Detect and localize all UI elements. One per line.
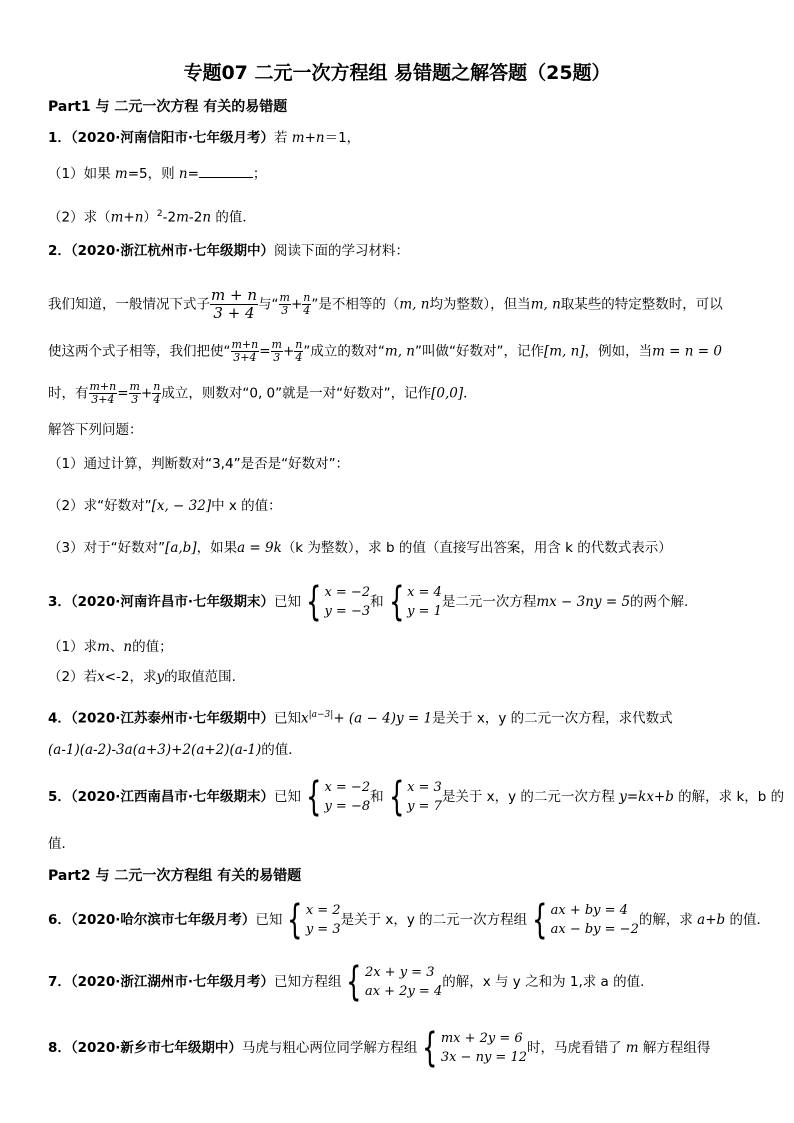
text: 已知 bbox=[273, 789, 301, 805]
math: + (a − 4)y = 1 bbox=[333, 710, 433, 727]
question-1-part-2 bbox=[48, 204, 256, 228]
equation: x = 2 bbox=[305, 903, 341, 918]
question-2-part-1 bbox=[48, 454, 349, 474]
text: -2 bbox=[162, 209, 177, 226]
numerator: m bbox=[271, 338, 282, 351]
equation: mx + 2y = 6 bbox=[440, 1031, 523, 1046]
answer-blank bbox=[199, 163, 253, 178]
equation: x = −2 bbox=[324, 780, 371, 795]
equation-system bbox=[384, 579, 442, 625]
math: m+n bbox=[291, 130, 325, 146]
text: 已知 bbox=[273, 710, 301, 727]
math: m bbox=[176, 209, 189, 226]
equation: 3x − ny = 12 bbox=[440, 1050, 527, 1065]
brace: { bbox=[422, 1025, 438, 1071]
math: = bbox=[117, 385, 129, 402]
text: ） bbox=[143, 209, 157, 226]
math: x bbox=[97, 669, 105, 685]
text: （2）求（ bbox=[48, 209, 111, 226]
text: 和 bbox=[370, 594, 384, 610]
equation: ax − by = −2 bbox=[550, 922, 639, 937]
numerator: n bbox=[303, 291, 311, 304]
text: （1）求 bbox=[48, 639, 98, 655]
text: （3）对于“好数对” bbox=[48, 540, 166, 556]
math: a+b bbox=[697, 912, 726, 928]
question-3 bbox=[48, 579, 689, 625]
text: 均为整数），但当 bbox=[429, 296, 531, 313]
denominator: 3+4 bbox=[91, 393, 115, 406]
question-3-part-1 bbox=[48, 637, 173, 657]
text: ”成立的数对“ bbox=[303, 343, 385, 360]
text: ． bbox=[463, 385, 477, 402]
math: m bbox=[625, 1040, 639, 1056]
denominator: 3 bbox=[131, 393, 139, 406]
text: ”就是一对“好数对”，记作 bbox=[275, 385, 432, 402]
question-2-part-3 bbox=[48, 538, 672, 558]
math: m, n bbox=[399, 296, 430, 313]
text: =5，则 bbox=[127, 166, 179, 182]
math: m bbox=[97, 639, 110, 655]
question-2-solve-heading: 解答下列问题： bbox=[48, 422, 143, 438]
text: ＝1， bbox=[324, 130, 361, 146]
math: + bbox=[290, 296, 303, 313]
question-5 bbox=[48, 774, 785, 820]
math: m = n = 0 bbox=[652, 343, 722, 360]
equation: x = −2 bbox=[324, 585, 371, 600]
fraction bbox=[302, 292, 311, 317]
math: (a-1)(a-2)-3a(a+3)+2(a+2)(a-1) bbox=[48, 742, 262, 758]
text: 3,4 bbox=[212, 456, 234, 472]
fraction bbox=[129, 381, 141, 406]
text: -2 bbox=[188, 209, 203, 226]
text: （1）通过计算，判断数对“ bbox=[48, 456, 213, 472]
fraction bbox=[210, 287, 258, 322]
text: 是关于 x，y 的二元一次方程 bbox=[441, 789, 620, 805]
brace: { bbox=[306, 579, 322, 625]
brace: { bbox=[306, 774, 322, 820]
text: ”叫做“好数对”，记作 bbox=[414, 343, 544, 360]
page-title: 专题07 二元一次方程组 易错题之解答题（25题） bbox=[183, 62, 611, 84]
text: 解方程组得 bbox=[638, 1040, 711, 1056]
question-2-line-3 bbox=[48, 381, 477, 406]
numerator: m + n bbox=[211, 286, 257, 304]
math: + bbox=[140, 385, 153, 402]
text: 已知 bbox=[273, 594, 301, 610]
text: 是关于 x，y 的二元一次方程组 bbox=[340, 912, 528, 928]
question-6 bbox=[48, 897, 770, 943]
numerator: m bbox=[279, 291, 290, 304]
text: 的值． bbox=[211, 209, 256, 226]
math: n bbox=[202, 209, 212, 226]
section-heading-part1: Part1 与 二元一次方程 有关的易错题 bbox=[48, 99, 288, 115]
text: 0, 0 bbox=[249, 385, 276, 402]
text: 的值． bbox=[725, 912, 770, 928]
text: 已知 bbox=[255, 912, 283, 928]
text: 和 bbox=[370, 789, 384, 805]
text: ”是否是“好数对”： bbox=[233, 456, 350, 472]
question-number: 2．（2020·浙江杭州市·七年级期中） bbox=[48, 243, 274, 259]
numerator: n bbox=[295, 338, 303, 351]
exponent: 2 bbox=[156, 209, 163, 219]
equation: y = 3 bbox=[305, 922, 341, 937]
math: = bbox=[259, 343, 271, 360]
math: x bbox=[300, 710, 309, 727]
math: [0,0] bbox=[431, 385, 464, 402]
denominator: 4 bbox=[153, 393, 161, 406]
text: （1）如果 bbox=[48, 166, 115, 182]
denominator: 3 + 4 bbox=[213, 304, 255, 322]
equation-system bbox=[527, 897, 639, 943]
numerator: m+n bbox=[89, 380, 117, 393]
text: 是关于 x，y 的二元一次方程，求代数式 bbox=[432, 710, 673, 727]
question-4-line-2 bbox=[48, 740, 302, 760]
text: 时，马虎看错了 bbox=[527, 1040, 626, 1056]
question-8 bbox=[48, 1025, 711, 1071]
equation: y = 1 bbox=[407, 604, 442, 619]
equation: y = −8 bbox=[324, 799, 371, 814]
denominator: 3 bbox=[273, 351, 281, 364]
numerator: n bbox=[153, 380, 161, 393]
text: 的解，求 bbox=[638, 912, 698, 928]
question-number: 8．（2020·新乡市七年级期中） bbox=[48, 1040, 242, 1056]
text: 时，有 bbox=[48, 385, 89, 402]
denominator: 4 bbox=[303, 304, 311, 317]
brace: { bbox=[388, 774, 404, 820]
question-number: 5．（2020·江西南昌市·七年级期末） bbox=[48, 789, 274, 805]
fraction bbox=[279, 292, 291, 317]
equation: x = 4 bbox=[407, 585, 442, 600]
math: m, n bbox=[384, 343, 415, 360]
question-number: 4．（2020·江苏泰州市·七年级期中） bbox=[48, 710, 274, 727]
fraction bbox=[89, 381, 118, 406]
numerator: m bbox=[129, 380, 140, 393]
math: n bbox=[178, 166, 188, 182]
text: 与“ bbox=[258, 296, 279, 313]
text: 中 x 的值： bbox=[211, 498, 282, 514]
fraction bbox=[271, 339, 283, 364]
equation-system bbox=[282, 897, 341, 943]
equation: 2x + y = 3 bbox=[364, 965, 435, 980]
text: （k 为整数），求 b 的值（直接写出答案，用含 k 的代数式表示） bbox=[281, 540, 672, 556]
text: 的解，求 k，b 的 bbox=[673, 789, 785, 805]
exponent: |a−3| bbox=[308, 710, 334, 720]
equation: ax + 2y = 4 bbox=[364, 984, 443, 999]
text: <-2，求 bbox=[104, 669, 157, 685]
text: ，如果 bbox=[196, 540, 238, 556]
equation-system bbox=[301, 774, 371, 820]
math: m bbox=[114, 166, 128, 182]
math: a = 9k bbox=[237, 540, 282, 556]
text: 若 bbox=[273, 130, 292, 146]
text: 成立，则数对“ bbox=[161, 385, 250, 402]
text: ”是不相等的（ bbox=[311, 296, 400, 313]
equation-system bbox=[417, 1025, 527, 1071]
text: = bbox=[187, 166, 199, 182]
text: 是二元一次方程 bbox=[441, 594, 537, 610]
math: n bbox=[123, 639, 133, 655]
brace: { bbox=[346, 959, 362, 1005]
question-number: 6．（2020·哈尔滨市七年级月考） bbox=[48, 912, 256, 928]
question-3-part-2 bbox=[48, 667, 236, 687]
question-number: 7．（2020·浙江湖州市·七年级月考） bbox=[48, 974, 274, 990]
text: （2）若 bbox=[48, 669, 98, 685]
fraction bbox=[231, 339, 260, 364]
question-2-line-2 bbox=[48, 339, 722, 364]
equation-system bbox=[384, 774, 442, 820]
question-number: 1．（2020·河南信阳市·七年级月考） bbox=[48, 130, 274, 146]
math: [a,b] bbox=[165, 540, 197, 556]
text: 阅读下面的学习材料： bbox=[273, 243, 409, 259]
question-7 bbox=[48, 959, 645, 1005]
equation: y = −3 bbox=[324, 604, 371, 619]
question-5-line-2: 值． bbox=[48, 836, 75, 852]
math: [m, n] bbox=[543, 343, 585, 360]
question-number: 3．（2020·河南许昌市·七年级期末） bbox=[48, 594, 274, 610]
question-2-part-2 bbox=[48, 496, 282, 516]
text: ，例如，当 bbox=[584, 343, 653, 360]
math: y bbox=[156, 669, 165, 685]
section-heading-part2: Part2 与 二元一次方程组 有关的易错题 bbox=[48, 868, 302, 884]
text: 马虎与粗心两位同学解方程组 bbox=[241, 1040, 418, 1056]
text: 使这两个式子相等，我们把使“ bbox=[48, 343, 231, 360]
math: m+n bbox=[110, 209, 144, 226]
text: 的两个解. bbox=[630, 594, 689, 610]
brace: { bbox=[287, 897, 303, 943]
brace: { bbox=[532, 897, 548, 943]
text: 、 bbox=[109, 639, 124, 655]
equation: y = 7 bbox=[407, 799, 442, 814]
text: 我们知道，一般情况下式子 bbox=[48, 296, 210, 313]
denominator: 4 bbox=[295, 351, 303, 364]
question-2 bbox=[48, 241, 409, 261]
math: y=kx+b bbox=[619, 789, 674, 805]
text: 的值； bbox=[132, 639, 173, 655]
question-2-line-1 bbox=[48, 287, 723, 322]
math: mx − 3ny = 5 bbox=[536, 594, 631, 610]
question-1-part-1 bbox=[48, 163, 266, 184]
text: 的值． bbox=[261, 742, 302, 758]
numerator: m+n bbox=[231, 338, 259, 351]
equation-system bbox=[301, 579, 371, 625]
text: ； bbox=[252, 166, 267, 182]
question-1 bbox=[48, 128, 360, 148]
text: 的解，x 与 y 之和为 1,求 a 的值. bbox=[442, 974, 645, 990]
text: 取某些的特定整数时，可以 bbox=[560, 296, 723, 313]
text: 已知方程组 bbox=[273, 974, 342, 990]
denominator: 3+4 bbox=[233, 351, 257, 364]
math: m, n bbox=[530, 296, 561, 313]
brace: { bbox=[388, 579, 404, 625]
equation-system bbox=[341, 959, 443, 1005]
text: 的取值范围. bbox=[164, 669, 236, 685]
text: （2）求“好数对” bbox=[48, 498, 152, 514]
math: [x, − 32] bbox=[151, 498, 212, 514]
math: + bbox=[282, 343, 295, 360]
question-4 bbox=[48, 705, 673, 729]
equation: ax + by = 4 bbox=[550, 903, 628, 918]
equation: x = 3 bbox=[407, 780, 442, 795]
denominator: 3 bbox=[281, 304, 289, 317]
